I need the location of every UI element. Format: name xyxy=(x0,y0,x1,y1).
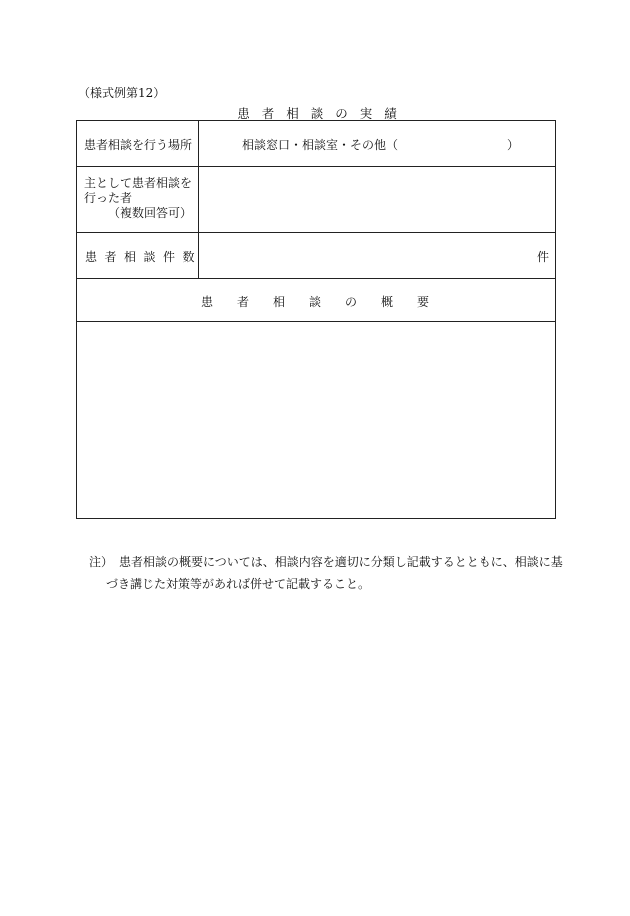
staff-label-line1: 主として患者相談を xyxy=(84,176,193,190)
staff-row xyxy=(77,167,555,233)
location-label: 患者相談を行う場所 xyxy=(77,121,199,166)
form-number: （様式例第12） xyxy=(78,86,166,100)
staff-label-line2: 行った者 xyxy=(84,191,133,205)
location-close-paren: ） xyxy=(507,138,520,152)
footnote-line1: 注） 患者相談の概要については、相談内容を適切に分類し記載するとともに、相談に基 xyxy=(89,555,563,569)
summary-body-field[interactable] xyxy=(77,322,555,518)
count-unit: 件 xyxy=(536,250,549,264)
location-options: 相談窓口・相談室・その他（ xyxy=(242,138,399,152)
page-title: 患者相談の実績 xyxy=(237,106,409,121)
summary-heading-row xyxy=(77,279,555,322)
location-value[interactable] xyxy=(242,136,520,153)
footnote xyxy=(89,551,563,595)
summary-heading: 患者相談の概要 xyxy=(200,295,453,309)
count-label: 患者相談件数 xyxy=(77,233,199,278)
staff-label xyxy=(77,167,199,232)
staff-value-field[interactable] xyxy=(200,167,555,232)
count-row xyxy=(77,233,555,279)
count-value-field[interactable] xyxy=(200,233,525,278)
footnote-line2: づき講じた対策等があれば併せて記載すること。 xyxy=(106,577,371,591)
location-row xyxy=(77,121,555,167)
staff-label-note: （複数回答可） xyxy=(107,206,192,220)
consultation-table xyxy=(76,120,556,519)
